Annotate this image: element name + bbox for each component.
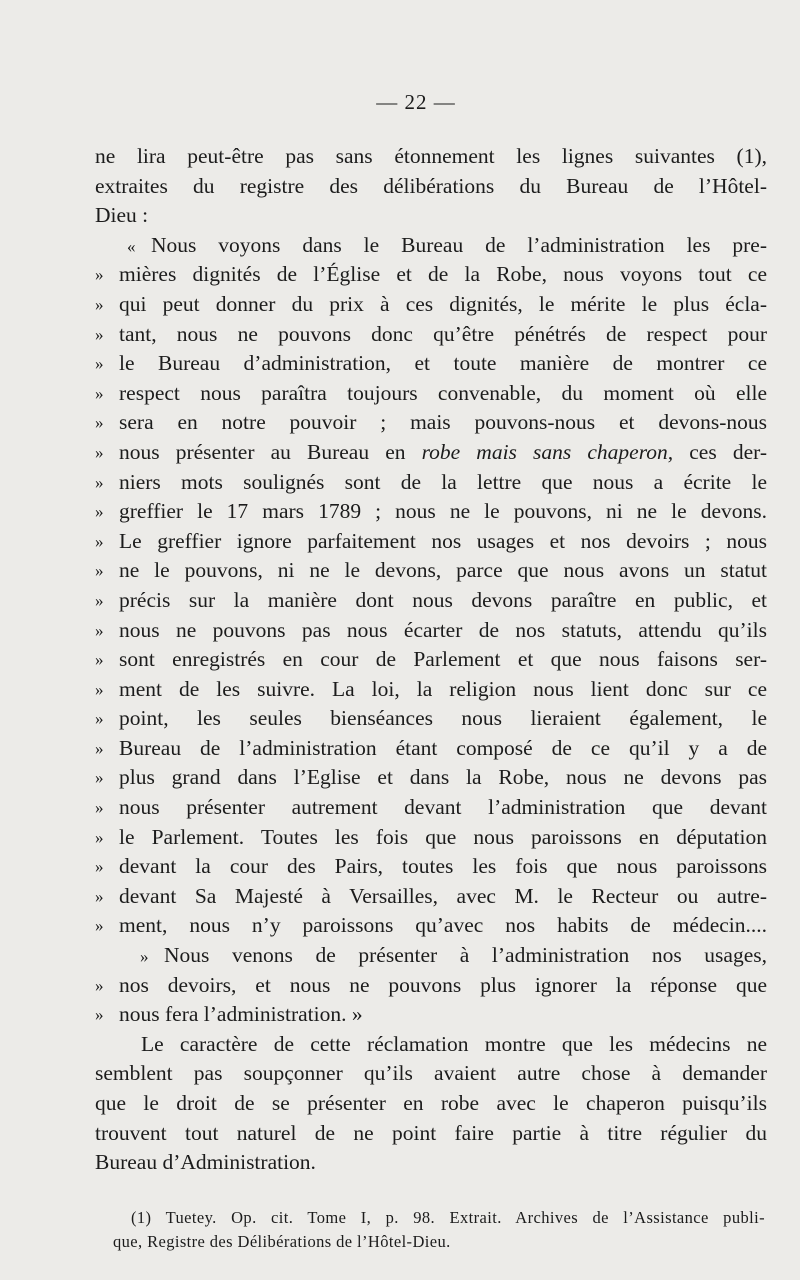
quote-cont-mark: » — [95, 620, 104, 640]
quote-cont-mark: » — [95, 857, 104, 877]
quote-text: greffier le 17 mars 1789 ; nous ne le pouvons, ni ne le devons. — [119, 499, 767, 524]
quote-line — [95, 260, 767, 290]
quote-text-italic: robe mais sans chaperon, — [421, 439, 674, 464]
quote-text: plus grand dans l’Eglise et dans la Robe, nous ne devons pas — [119, 765, 767, 790]
quote-text — [119, 438, 767, 468]
quote-line — [95, 852, 767, 882]
quote-text-after: ces der- — [673, 439, 767, 464]
quote-cont-mark: » — [140, 947, 149, 967]
quote-text: point, les seules bienséances nous lieraient également, le — [119, 706, 767, 731]
quote-text: nous fera l’administration. » — [119, 1002, 363, 1027]
quote-cont-mark: » — [95, 975, 104, 995]
text-line: trouvent tout naturel de ne point faire partie à titre régulier du — [95, 1120, 767, 1145]
quote-line-italic — [95, 438, 767, 468]
quote-cont-mark: » — [95, 324, 104, 344]
quote-line — [95, 379, 767, 409]
quote-line — [95, 468, 767, 498]
quote-line — [95, 823, 767, 853]
quote-text: Nous voyons dans le Bureau de l’administration les pre- — [151, 232, 767, 257]
quote-line — [95, 556, 767, 586]
main-text — [95, 142, 767, 1178]
quote-cont-mark: » — [95, 354, 104, 374]
quote-text: sont enregistrés en cour de Parlement et que nous faisons ser- — [119, 647, 767, 672]
quote-text: Le greffier ignore parfaitement nos usages et nos devoirs ; nous — [119, 528, 767, 553]
quote-line — [95, 971, 767, 1001]
footnote-line: que, Registre des Délibérations de l’Hôtel-Dieu. — [113, 1232, 451, 1251]
quote-cont-mark: » — [95, 502, 104, 522]
quote-cont-mark: » — [95, 1005, 104, 1025]
quote-line — [95, 645, 767, 675]
quote-line — [95, 911, 767, 941]
footnote — [113, 1206, 765, 1254]
quote-cont-mark: » — [95, 590, 104, 610]
quote-cont-mark: » — [95, 442, 104, 462]
quote-line — [95, 704, 767, 734]
quote-line — [95, 349, 767, 379]
quote-line — [95, 675, 767, 705]
quote-text: niers mots soulignés sont de la lettre que nous a écrite le — [119, 469, 767, 494]
quote-cont-mark: » — [95, 679, 104, 699]
quote-cont-mark: » — [95, 265, 104, 285]
quote-text: respect nous paraîtra toujours convenable, du moment où elle — [119, 380, 767, 405]
quote-cont-mark: » — [95, 886, 104, 906]
text-line: Le caractère de cette réclamation montre que les médecins ne — [141, 1031, 767, 1056]
quote-line — [95, 882, 767, 912]
quote-cont-mark: » — [95, 738, 104, 758]
quote-text: tant, nous ne pouvons donc qu’être pénétrés de respect pour — [119, 321, 767, 346]
quote-text: le Parlement. Toutes les fois que nous paroissons en députation — [119, 824, 767, 849]
text-line: Bureau d’Administration. — [95, 1150, 316, 1175]
quote-line — [95, 616, 767, 646]
quote-cont-mark: » — [95, 650, 104, 670]
quote-text: sera en notre pouvoir ; mais pouvons-nous et devons-nous — [119, 410, 767, 435]
quote-text: qui peut donner du prix à ces dignités, le mérite le plus écla- — [119, 291, 767, 316]
quote-text: ment de les suivre. La loi, la religion nous lient donc sur ce — [119, 676, 767, 701]
quote-cont-mark: » — [95, 768, 104, 788]
quote-text: mières dignités de l’Église et de la Robe, nous voyons tout ce — [119, 262, 767, 287]
quote-cont-mark: » — [95, 294, 104, 314]
quote-text: ne le pouvons, ni ne le devons, parce que nous avons un statut — [119, 558, 767, 583]
text-line: Dieu : — [95, 203, 149, 228]
quote-text: nous présenter autrement devant l’administration que devant — [119, 795, 767, 820]
quote-cont-mark: » — [95, 827, 104, 847]
quote-line — [95, 734, 767, 764]
quote-open-mark: « — [127, 236, 136, 256]
quote-text: ment, nous n’y paroissons qu’avec nos habits de médecin.... — [119, 913, 767, 938]
quote-cont-mark: » — [95, 531, 104, 551]
quote-cont-mark: » — [95, 709, 104, 729]
quote-text: précis sur la manière dont nous devons paraître en public, et — [119, 587, 767, 612]
text-line: ne lira peut-être pas sans étonnement les lignes suivantes (1), — [95, 144, 767, 168]
quote-line — [95, 527, 767, 557]
quote-text: nos devoirs, et nous ne pouvons plus ignorer la réponse que — [119, 972, 767, 997]
quote-cont-mark: » — [95, 561, 104, 581]
quote-line — [95, 290, 767, 320]
quote-cont-mark: » — [95, 798, 104, 818]
text-line: extraites du registre des délibérations du Bureau de l’Hôtel- — [95, 173, 767, 198]
quote-para2-first-line — [95, 941, 767, 971]
quote-text: devant la cour des Pairs, toutes les fois que nous paroissons — [119, 854, 767, 879]
text-line: que le droit de se présenter en robe avec le chaperon puisqu’ils — [95, 1091, 767, 1115]
quote-line — [95, 763, 767, 793]
quote-first-line — [95, 231, 767, 261]
quote-text: devant Sa Majesté à Versailles, avec M. le Recteur ou autre- — [119, 883, 767, 908]
page-number: — 22 — — [376, 90, 456, 114]
quote-cont-mark: » — [95, 383, 104, 403]
quote-line — [95, 497, 767, 527]
quote-line — [95, 586, 767, 616]
text-line: semblent pas soupçonner qu’ils avaient autre chose à demander — [95, 1061, 767, 1086]
quote-cont-mark: » — [95, 472, 104, 492]
quote-line — [95, 1000, 767, 1030]
quote-line — [95, 408, 767, 438]
quote-line — [95, 320, 767, 350]
quote-text: Bureau de l’administration étant composé de ce qu’il y a de — [119, 735, 767, 760]
quote-text-before: nous présenter au Bureau en — [119, 439, 422, 464]
quote-text: nous ne pouvons pas nous écarter de nos statuts, attendu qu’ils — [119, 617, 767, 642]
quote-text: le Bureau d’administration, et toute manière de montrer ce — [119, 351, 767, 376]
footnote-line: (1) Tuetey. Op. cit. Tome I, p. 98. Extrait. Archives de l’Assistance publi- — [131, 1208, 765, 1227]
quote-line — [95, 793, 767, 823]
quote-cont-mark: » — [95, 916, 104, 936]
quote-cont-mark: » — [95, 413, 104, 433]
quote-text: Nous venons de présenter à l’administration nos usages, — [164, 943, 767, 968]
